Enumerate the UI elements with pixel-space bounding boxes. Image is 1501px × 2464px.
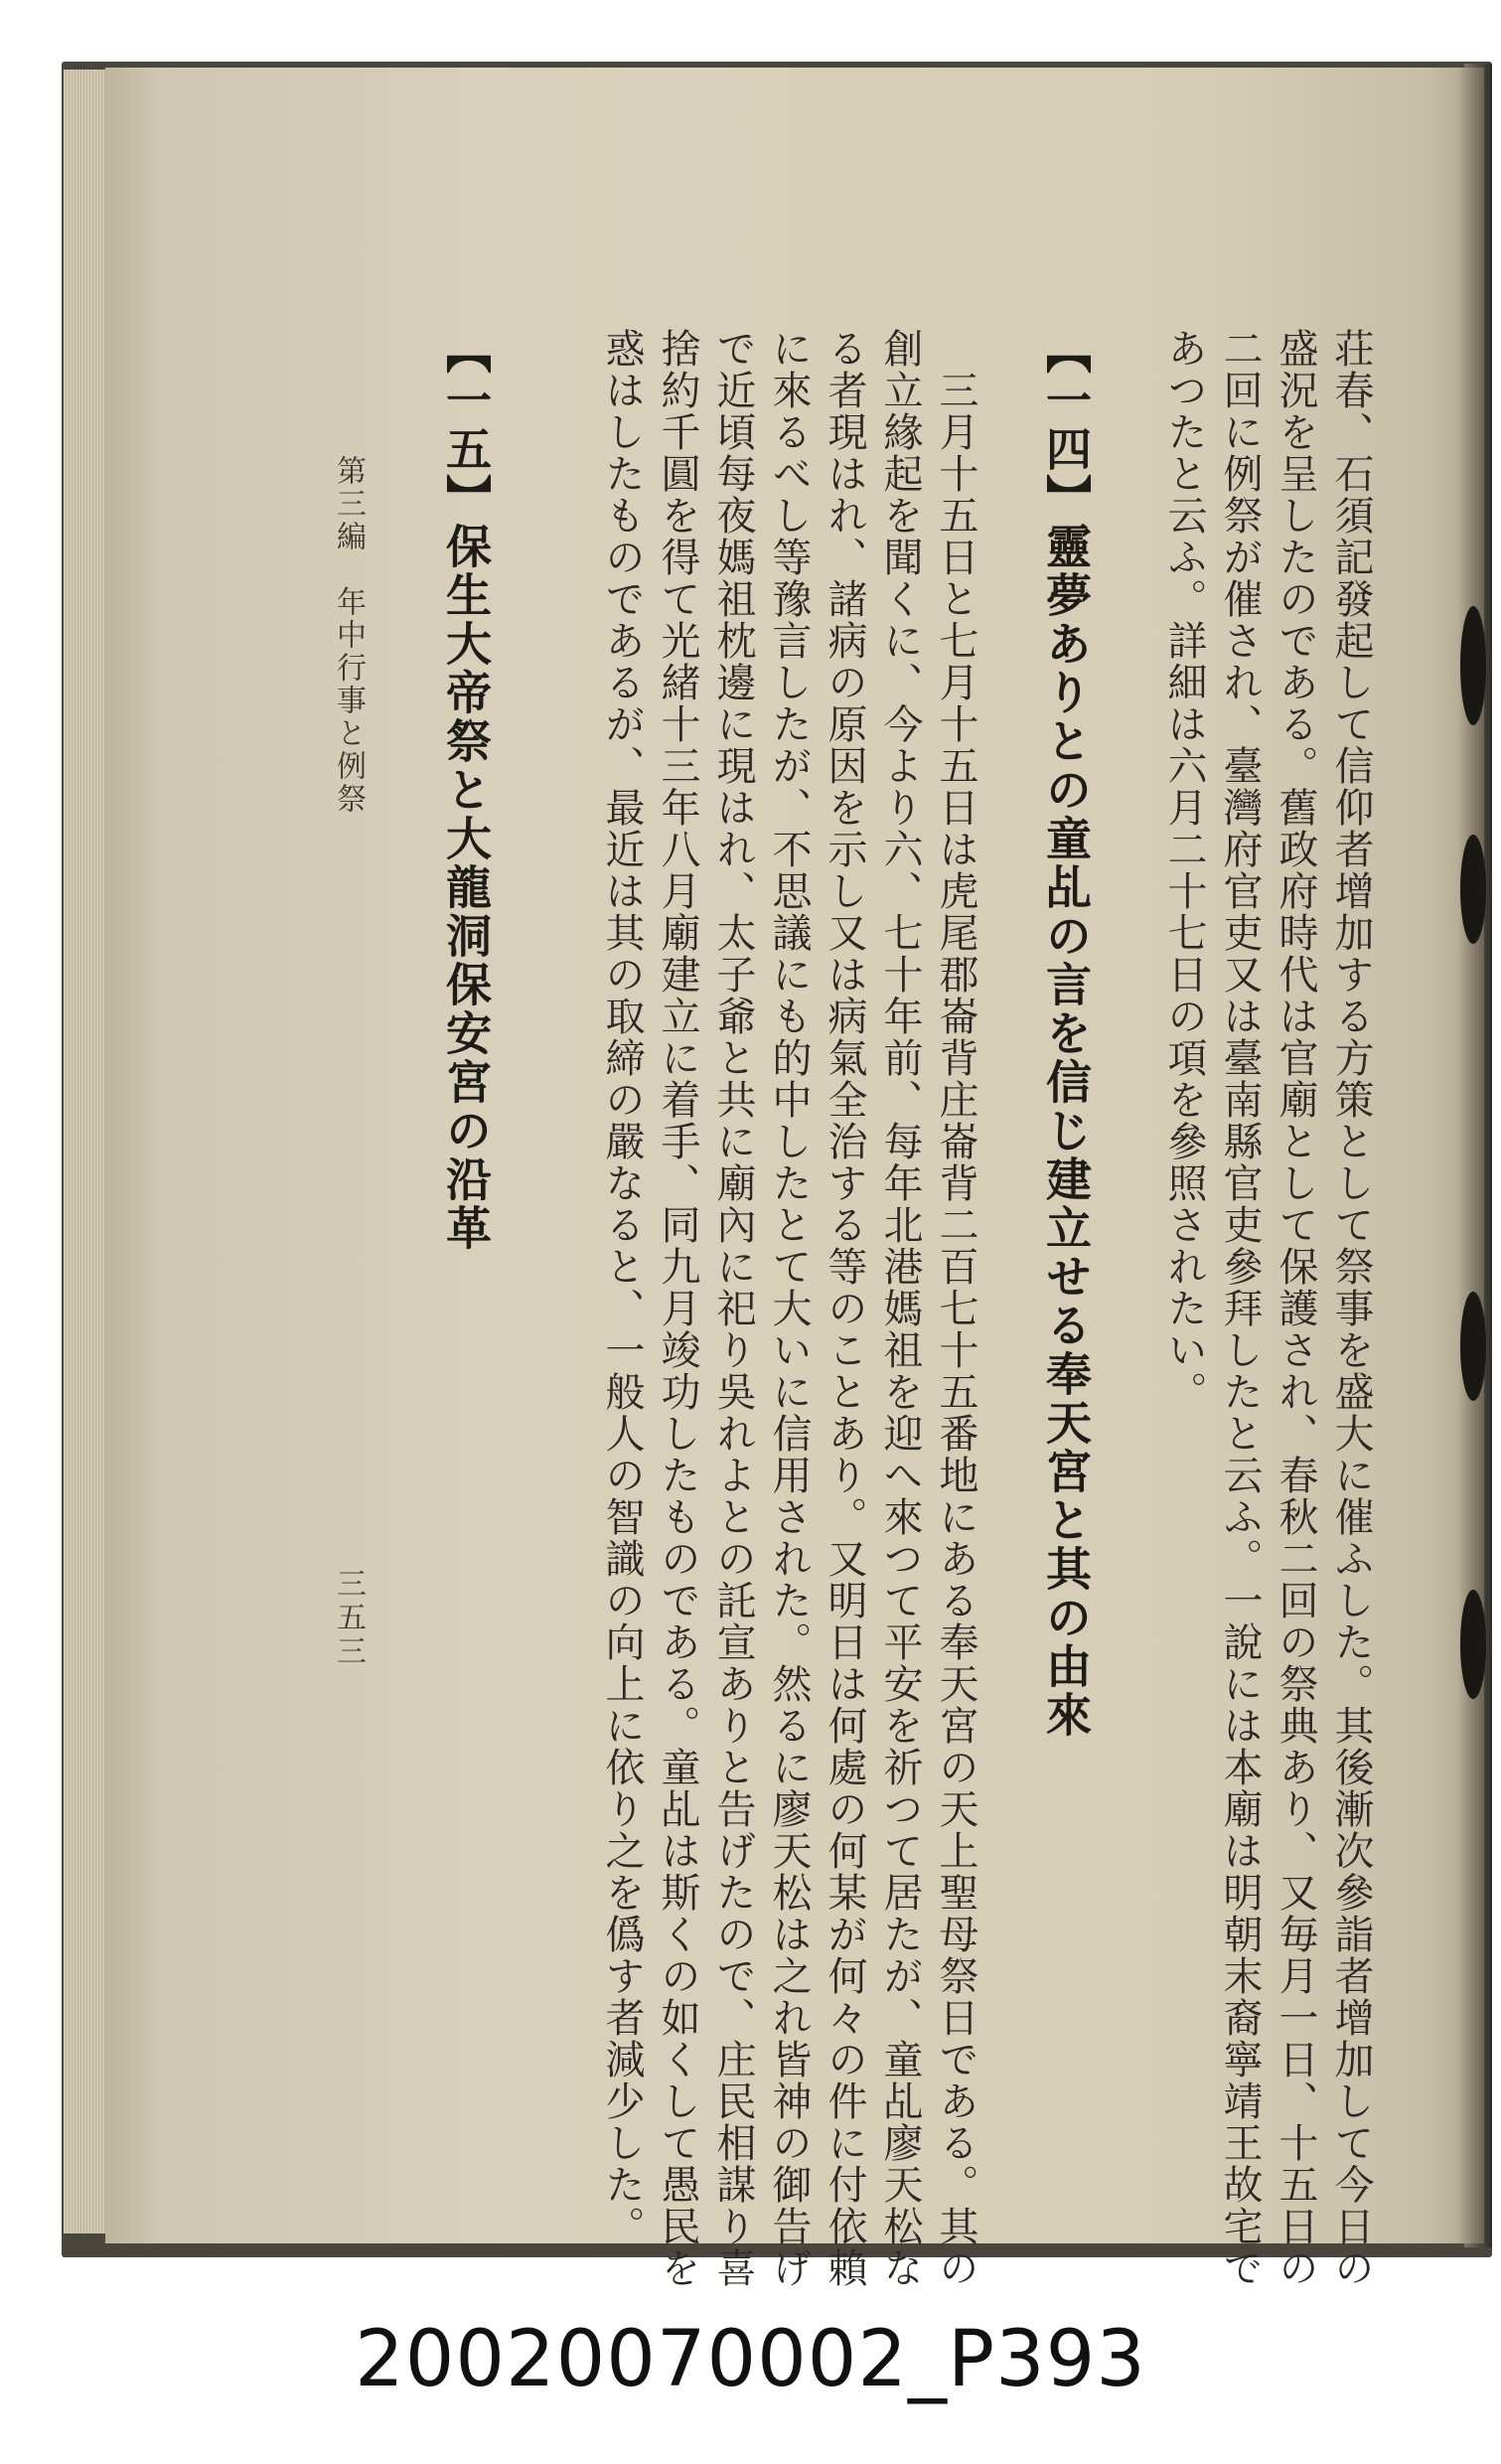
text-column-2: 盛況を呈したのである。舊政府時代は官廟として保護され、春秋二回の祭典あり、又毎月一日、十五日の — [1273, 328, 1318, 2289]
binding-hole-3 — [1460, 1292, 1486, 1401]
image-caption: 20020070002_P393 — [355, 2315, 1146, 2404]
text-column-5: 三月十五日と七月十五日は虎尾郡崙背庄崙背二百七十五番地にある奉天宮の天上聖母祭日である。其の — [933, 370, 978, 2289]
running-head: 第三編 年中行事と例祭 — [331, 455, 366, 816]
binding-hole-2 — [1460, 835, 1486, 944]
section-heading-14: 【一四】靈夢ありとの童乩の言を信じ建立せる奉天宮と其の由來 — [1039, 328, 1093, 1740]
text-column-7: る者現はれ、諸病の原因を示し又は病氣全治する等のことあり。又明日は何處の何某が何々の件に付依賴 — [822, 328, 867, 2289]
spine-shadow — [1458, 68, 1484, 2243]
binding-hole-4 — [1460, 1590, 1486, 1699]
text-column-4: あつたと云ふ。詳細は六月二十七日の項を參照されたい。 — [1161, 328, 1207, 1413]
section-heading-15: 【一五】保生大帝祭と大龍洞保安宮の沿革 — [439, 328, 493, 1253]
text-column-11: 惑はしたものであるが、最近は其の取締の嚴なると、一般人の智識の向上に依り之を僞す者減少した。 — [599, 328, 645, 2247]
text-column-8: に來るべし等豫言したが、不思議にも的中したとて大いに信用された。然るに廖天松は之れ皆神の御告げ — [766, 328, 812, 2289]
page-edges — [64, 70, 109, 2233]
book-page — [105, 68, 1484, 2289]
text-column-1: 荘春、石須記發起して信仰者增加する方策として祭事を盛大に催ふした。其後漸次參詣者增加して今日の — [1328, 328, 1374, 2289]
text-column-9: で近頃每夜媽祖枕邊に現はれ、太子爺と共に廟內に祀り吳れよとの託宣ありと告げたので、庄民相謀り喜 — [710, 328, 756, 2289]
binding-hole-1 — [1460, 606, 1486, 725]
text-column-3: 二回に例祭が催され、臺灣府官吏又は臺南縣官吏參拜したと云ふ。一說には本廟は明朝末裔寧靖王故宅で — [1217, 328, 1263, 2289]
text-column-10: 捨約千圓を得て光緒十三年八月廟建立に着手、同九月竣功したものである。童乩は斯くの如くして愚民を — [655, 328, 700, 2289]
text-column-6: 創立緣起を聞くに、今より六、七十年前、每年北港媽祖を迎へ來つて平安を祈つて居たが、童乩廖天松な — [877, 328, 923, 2289]
page-number: 三五三 — [331, 1568, 366, 1669]
